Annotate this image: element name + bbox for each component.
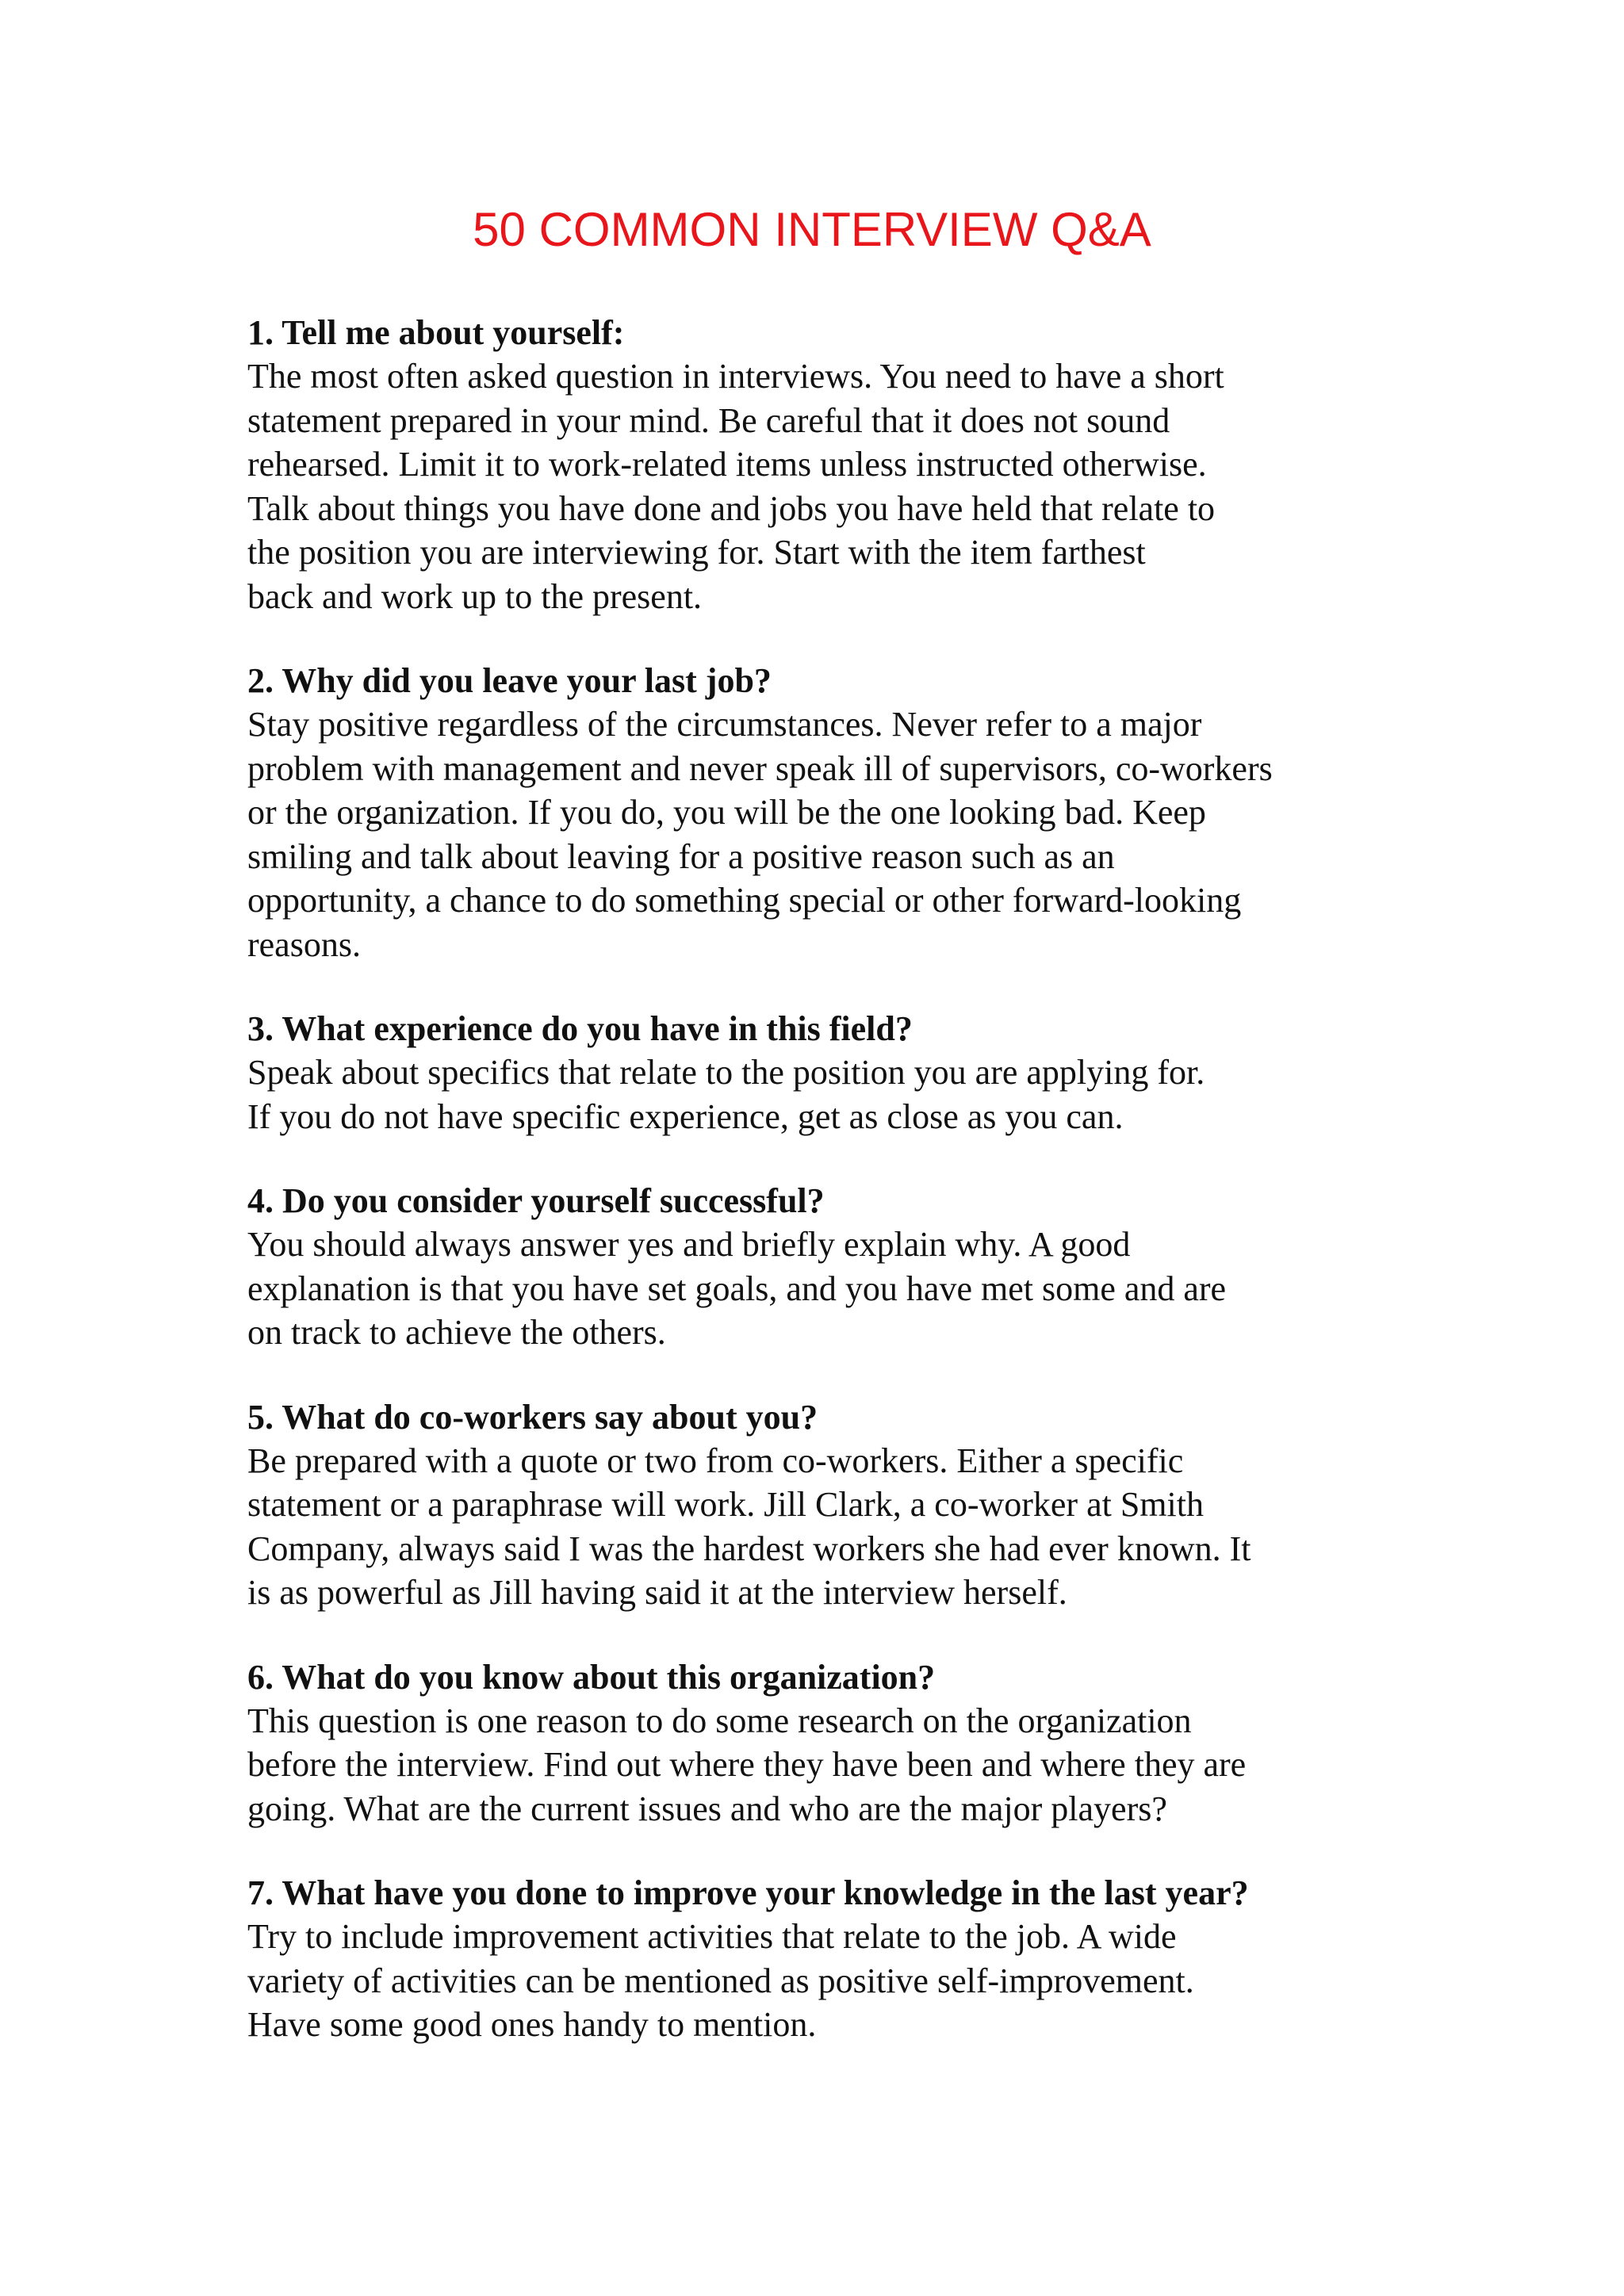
answer-line: Stay positive regardless of the circumstances. Never refer to a major	[247, 705, 1202, 744]
answer-line: reasons.	[247, 924, 361, 964]
qa-list	[247, 311, 1397, 2087]
answer-line: going. What are the current issues and who are the major players?	[247, 1789, 1167, 1828]
question-heading: 1. Tell me about yourself:	[247, 313, 625, 352]
answer-line: The most often asked question in interviews. You need to have a short	[247, 357, 1224, 396]
answer-line: Have some good ones handy to mention.	[247, 2005, 817, 2044]
answer-line: problem with management and never speak ill of supervisors, co-workers	[247, 748, 1273, 788]
answer-line: Talk about things you have done and jobs you have held that relate to	[247, 488, 1216, 528]
answer-line: opportunity, a chance to do something special or other forward-looking	[247, 881, 1242, 920]
question-heading: 2. Why did you leave your last job?	[247, 661, 772, 700]
answer-line: on track to achieve the others.	[247, 1313, 666, 1352]
qa-item-1	[247, 311, 1397, 618]
question-heading: 3. What experience do you have in this field?	[247, 1009, 913, 1048]
page-title: 50 COMMON INTERVIEW Q&A	[473, 203, 1151, 256]
question-heading: 7. What have you done to improve your knowledge in the last year?	[247, 1873, 1249, 1912]
answer-line: statement prepared in your mind. Be careful that it does not sound	[247, 400, 1170, 440]
answer-line: explanation is that you have set goals, and you have met some and are	[247, 1269, 1227, 1308]
answer-line: This question is one reason to do some research on the organization	[247, 1701, 1192, 1740]
answer-line: If you do not have specific experience, get as close as you can.	[247, 1096, 1124, 1136]
answer-line: Company, always said I was the hardest workers she had ever known. It	[247, 1529, 1251, 1568]
qa-item-4	[247, 1179, 1397, 1355]
answer-line: You should always answer yes and briefly explain why. A good	[247, 1225, 1131, 1264]
question-heading: 4. Do you consider yourself successful?	[247, 1181, 825, 1220]
qa-item-5	[247, 1395, 1397, 1615]
answer-line: Try to include improvement activities that relate to the job. A wide	[247, 1917, 1177, 1956]
qa-item-3	[247, 1007, 1397, 1138]
question-heading: 6. What do you know about this organization?	[247, 1657, 936, 1697]
answer-line: Be prepared with a quote or two from co-workers. Either a specific	[247, 1441, 1184, 1480]
answer-line: back and work up to the present.	[247, 576, 703, 616]
answer-line: rehearsed. Limit it to work-related items unless instructed otherwise.	[247, 445, 1207, 484]
answer-line: or the organization. If you do, you will be the one looking bad. Keep	[247, 793, 1206, 832]
qa-item-2	[247, 659, 1397, 966]
answer-line: before the interview. Find out where they have been and where they are	[247, 1745, 1247, 1784]
answer-line: Speak about specifics that relate to the position you are applying for.	[247, 1053, 1205, 1092]
answer-line: smiling and talk about leaving for a positive reason such as an	[247, 836, 1115, 876]
qa-item-7	[247, 1871, 1397, 2047]
question-heading: 5. What do co-workers say about you?	[247, 1397, 818, 1437]
answer-line: the position you are interviewing for. Start with the item farthest	[247, 533, 1146, 572]
answer-line: variety of activities can be mentioned as positive self-improvement.	[247, 1961, 1194, 2000]
answer-line: statement or a paraphrase will work. Jill Clark, a co-worker at Smith	[247, 1485, 1204, 1524]
qa-item-6	[247, 1655, 1397, 1831]
answer-line: is as powerful as Jill having said it at the interview herself.	[247, 1573, 1067, 1612]
